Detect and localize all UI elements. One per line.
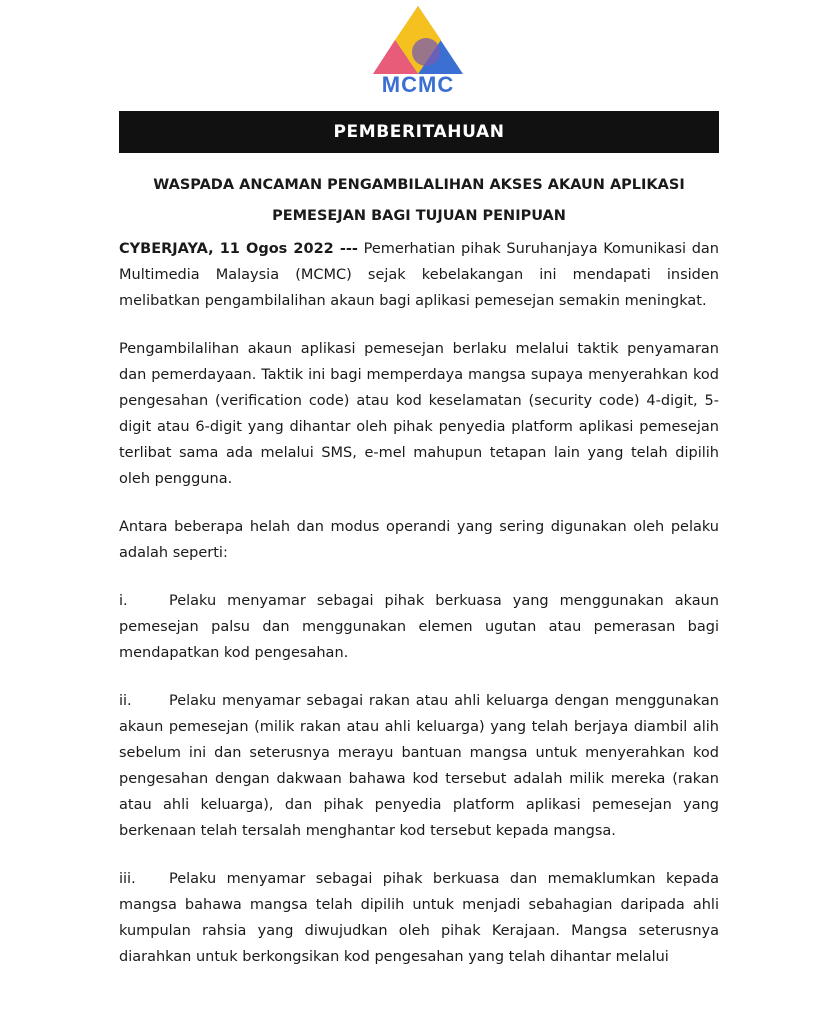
dateline: CYBERJAYA, 11 Ogos 2022 --- [119, 241, 358, 257]
list-item-text: Pelaku menyamar sebagai rakan atau ahli keluarga dengan menggunakan akaun pemesejan (milik rakan atau ahli keluarga) yang telah berjaya diambil alih sebelum ini dan seterusnya merayu bantuan mangsa untuk menyerahkan kod pengesahan dengan dakwaan bahawa kod tersebut adalah milik mereka (rakan atau ahli keluarga), dan pihak penyedia platform aplikasi pemesejan yang berkenaan telah tersalah menghantar kod tersebut kepada mangsa. [119, 693, 719, 839]
paragraph-2: Pengambilalihan akaun aplikasi pemesejan berlaku melalui taktik penyamaran dan pemerdayaan. Taktik ini bagi memperdaya mangsa supaya menyerahkan kod pengesahan (verification code) atau kod keselamatan (security code) 4-digit, 5-digit atau 6-digit yang dihantar oleh pihak penyedia platform aplikasi pemesejan terlibat sama ada melalui SMS, e-mel mahupun tetapan lain yang telah dipilih oleh pengguna. [119, 341, 719, 487]
svg-text:MCMC: MCMC [381, 72, 455, 94]
headline-line-1: WASPADA ANCAMAN PENGAMBILALIHAN AKSES AKAUN APLIKASI [153, 177, 685, 193]
notice-banner [119, 111, 719, 153]
banner-title: PEMBERITAHUAN [333, 122, 505, 142]
headline-line-2: PEMESEJAN BAGI TUJUAN PENIPUAN [272, 208, 566, 224]
body-content [119, 236, 719, 992]
mcmc-logo [358, 4, 478, 94]
list-item-3 [119, 866, 719, 970]
headline [119, 170, 719, 232]
list-item-number: i. [119, 593, 128, 609]
mcmc-logo-graphic [358, 4, 478, 94]
list-item-number: ii. [119, 693, 132, 709]
paragraph-1-text: Pemerhatian pihak Suruhanjaya Komunikasi dan Multimedia Malaysia (MCMC) sejak kebelakangan ini mendapati insiden melibatkan pengambilalihan akaun bagi aplikasi pemesejan semakin meningkat. [119, 241, 719, 309]
list-item-1 [119, 588, 719, 666]
list-item-2 [119, 688, 719, 844]
list-item-text: Pelaku menyamar sebagai pihak berkuasa dan memaklumkan kepada mangsa bahawa mangsa telah dipilih untuk menjadi sebahagian daripada ahli kumpulan rahsia yang diwujudkan oleh pihak Kerajaan. Mangsa seterusnya diarahkan untuk berkongsikan kod pengesahan yang telah dihantar melalui [119, 871, 719, 965]
list-item-text: Pelaku menyamar sebagai pihak berkuasa yang menggunakan akaun pemesejan palsu dan menggunakan elemen ugutan atau pemerasan bagi mendapatkan kod pengesahan. [119, 593, 719, 661]
list-item-number: iii. [119, 871, 136, 887]
paragraph-3: Antara beberapa helah dan modus operandi yang sering digunakan oleh pelaku adalah seperti: [119, 519, 719, 561]
paragraph-1 [119, 236, 719, 314]
